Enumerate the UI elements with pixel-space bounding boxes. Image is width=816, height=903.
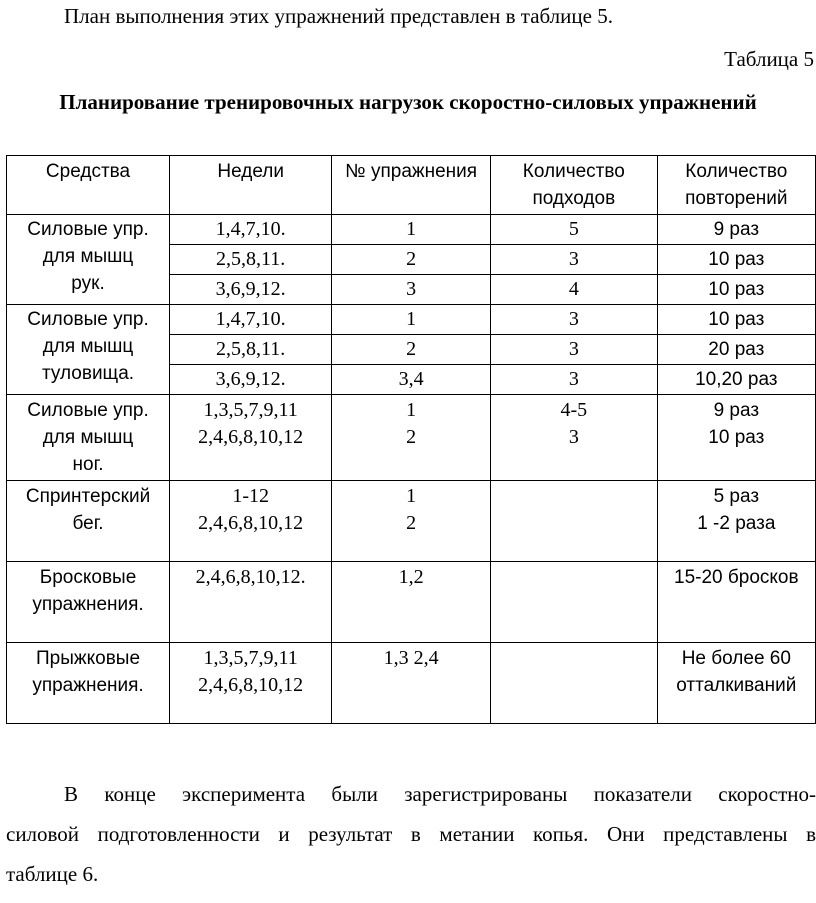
weeks-cell: 1,3,5,7,9,11 2,4,6,8,10,12	[170, 643, 332, 724]
table-row	[7, 562, 816, 643]
means-legs: Силовые упр. для мышц ног.	[7, 395, 170, 481]
sets-cell: 3	[491, 335, 658, 365]
exercise-cell: 1	[332, 215, 491, 245]
exercise-cell: 1 2	[332, 481, 491, 562]
exercise-cell: 3	[332, 275, 491, 305]
sets-cell: 4-5 3	[491, 395, 658, 481]
header-sets: Количество подходов	[491, 156, 658, 215]
reps-cell: 9 раз 10 раз	[657, 395, 815, 481]
exercise-cell: 3,4	[332, 365, 491, 395]
reps-cell: Не более 60 отталкиваний	[657, 643, 815, 724]
reps-cell: 10 раз	[657, 275, 815, 305]
means-jumps: Прыжковые упражнения.	[7, 643, 170, 724]
means-arms: Силовые упр. для мышц рук.	[7, 215, 170, 305]
intro-text: План выполнения этих упражнений представлен в таблице 5.	[64, 4, 613, 28]
table-row	[7, 643, 816, 724]
reps-cell: 5 раз 1 -2 раза	[657, 481, 815, 562]
weeks-cell: 1,3,5,7,9,11 2,4,6,8,10,12	[170, 395, 332, 481]
reps-cell: 10,20 раз	[657, 365, 815, 395]
weeks-cell: 3,6,9,12.	[170, 275, 332, 305]
exercise-cell: 2	[332, 335, 491, 365]
table-row	[7, 481, 816, 562]
header-row	[7, 156, 816, 215]
weeks-cell: 1-12 2,4,6,8,10,12	[170, 481, 332, 562]
table-label: Таблица 5	[724, 47, 814, 71]
paragraph-line-2: силовой подготовленности и результат в метании копья. Они представлены в	[6, 822, 816, 846]
means-sprint: Спринтерский бег.	[7, 481, 170, 562]
sets-cell: 5	[491, 215, 658, 245]
weeks-cell: 1,4,7,10.	[170, 215, 332, 245]
table-title: Планирование тренировочных нагрузок скоростно-силовых упражнений	[59, 90, 757, 114]
means-throws: Бросковые упражнения.	[7, 562, 170, 643]
sets-cell: 3	[491, 245, 658, 275]
reps-cell: 10 раз	[657, 305, 815, 335]
header-exercise-no: № упражнения	[332, 156, 491, 215]
sets-cell	[491, 481, 658, 562]
training-plan-table	[6, 155, 816, 724]
sets-cell: 3	[491, 305, 658, 335]
weeks-cell: 2,4,6,8,10,12.	[170, 562, 332, 643]
exercise-cell: 1 2	[332, 395, 491, 481]
reps-cell: 9 раз	[657, 215, 815, 245]
weeks-cell: 1,4,7,10.	[170, 305, 332, 335]
table-row	[7, 395, 816, 481]
sets-cell	[491, 643, 658, 724]
means-torso: Силовые упр. для мышц туловища.	[7, 305, 170, 395]
reps-cell: 20 раз	[657, 335, 815, 365]
exercise-cell: 2	[332, 245, 491, 275]
weeks-cell: 2,5,8,11.	[170, 335, 332, 365]
header-means: Средства	[7, 156, 170, 215]
reps-cell: 15-20 бросков	[657, 562, 815, 643]
paragraph-line-3: таблице 6.	[6, 862, 99, 886]
paragraph-line-1: В конце эксперимента были зарегистрированы показатели скоростно-	[64, 782, 816, 806]
sets-cell	[491, 562, 658, 643]
exercise-cell: 1,2	[332, 562, 491, 643]
exercise-cell: 1,3 2,4	[332, 643, 491, 724]
weeks-cell: 3,6,9,12.	[170, 365, 332, 395]
reps-cell: 10 раз	[657, 245, 815, 275]
header-weeks: Недели	[170, 156, 332, 215]
sets-cell: 4	[491, 275, 658, 305]
table-row	[7, 305, 816, 335]
header-reps: Количество повторений	[657, 156, 815, 215]
exercise-cell: 1	[332, 305, 491, 335]
weeks-cell: 2,5,8,11.	[170, 245, 332, 275]
sets-cell: 3	[491, 365, 658, 395]
table-row	[7, 215, 816, 245]
